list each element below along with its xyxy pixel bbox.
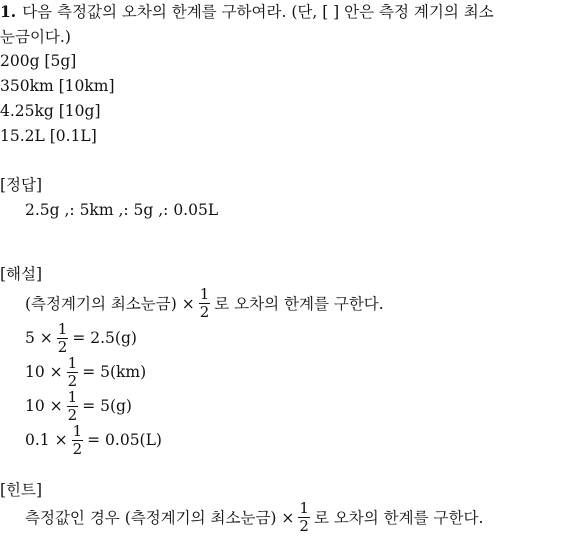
fraction: $\frac{1}{2}$: [299, 498, 309, 535]
step-2: 10 × $\frac{1}{2}$ = 5(km): [25, 353, 147, 390]
explanation-label: [해설]: [0, 265, 43, 283]
question-text-1: 다음 측정값의 오차의 한계를 구하여라. (단, [ ] 안은 측정 계기의 최소: [22, 3, 494, 21]
fraction: $\frac{1}{2}$: [57, 319, 68, 356]
step-4: 0.1 × $\frac{1}{2}$ = 0.05(L): [25, 421, 162, 458]
fraction: $\frac{1}{2}$: [72, 421, 83, 458]
hint-suffix: 로 오차의 한계를 구한다.: [313, 509, 484, 527]
formula-prefix: (측정계기의 최소눈금) ×: [25, 295, 195, 313]
hint-label: [힌트]: [0, 481, 43, 499]
question-line-2: 눈금이다.): [0, 28, 71, 46]
formula-suffix: 로 오차의 한계를 구한다.: [214, 295, 384, 313]
question-item-4: 15.2L [0.1L]: [0, 127, 97, 145]
fraction: $\frac{1}{2}$: [67, 387, 78, 424]
fraction: $\frac{1}{2}$: [67, 353, 78, 390]
explanation-formula: [25, 283, 384, 323]
answer-label: [정답]: [0, 176, 43, 194]
hint-formula: [25, 497, 483, 537]
hint-prefix: 측정값인 경우 (측정계기의 최소눈금) ×: [25, 509, 295, 527]
question-item-2: 350km [10km]: [0, 77, 115, 95]
step-3: 10 × $\frac{1}{2}$ = 5(g): [25, 387, 132, 424]
question-item-1: 200g [5g]: [0, 52, 77, 70]
question-line-1: [0, 2, 494, 22]
question-number: 1.: [0, 2, 17, 21]
answer-text: 2.5g ,: 5km ,: 5g ,: 0.05L: [25, 201, 219, 219]
fraction: $\frac{1}{2}$: [199, 284, 210, 321]
question-item-3: 4.25kg [10g]: [0, 102, 101, 120]
step-1: 5 × $\frac{1}{2}$ = 2.5(g): [25, 319, 137, 356]
